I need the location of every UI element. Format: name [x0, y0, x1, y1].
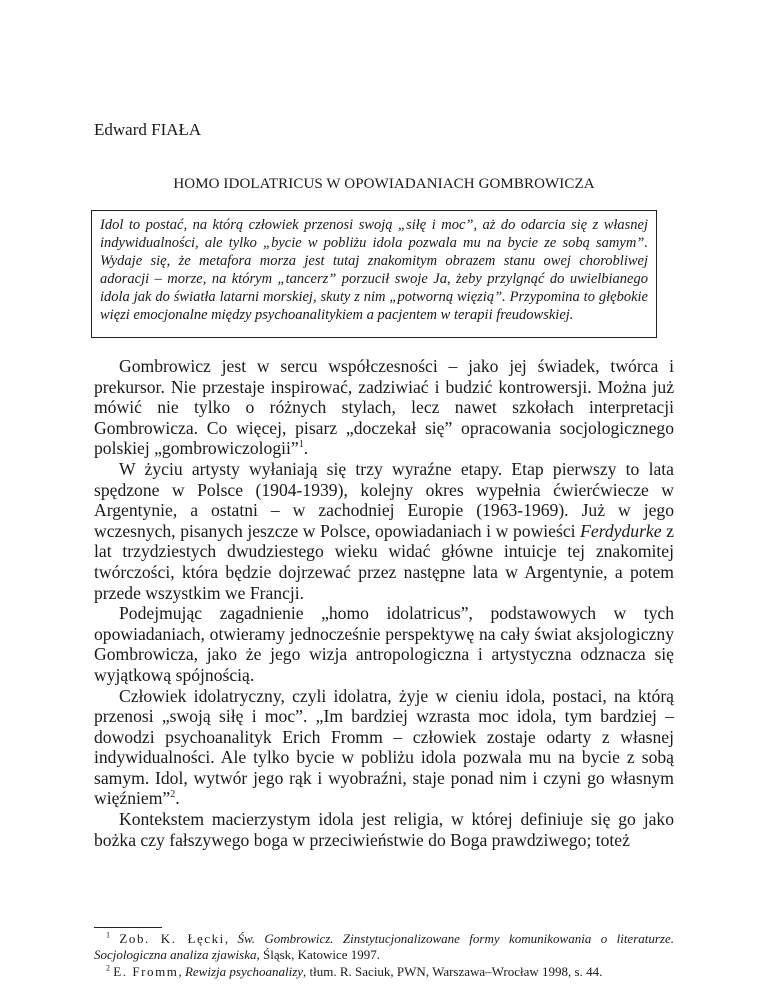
footnote-ref-2: 2	[170, 789, 176, 801]
paragraph-3: Podejmując zagadnienie „homo idolatricus”, podstawowych w tych opowiadaniach, otwieramy jednocześnie perspektywę na cały świat aksjologiczny Gombrowicza, jako że jego wizja antropologiczna i artystyczna odznacza się wyjątkową spójnością.	[94, 603, 674, 685]
work-title: Ferdydurke	[580, 520, 662, 541]
paragraph-5: Kontekstem macierzystym idola jest religia, w której definiuje się go jako bożka czy fałszywego boga w przeciwieństwie do Boga prawdziwego; toteż	[94, 809, 674, 850]
footnote-1: $^1$ Zob. K. Łęcki, Św. Gombrowicz. Zinstytucjonalizowane formy komunikowania o literaturze. Socjologiczna analiza zjawiska, Śląsk, Katowice 1997.	[94, 930, 675, 963]
paragraph-1: Gombrowicz jest w sercu współczesności – jako jej świadek, twórca i prekursor. Nie przestaje inspirować, zadziwiać i budzić kontrowersji. Można już mówić nie tylko o różnych stylach, lecz nawet szkołach interpretacji Gombrowicza. Co więcej, pisarz „doczekał się” opracowania socjologicznego polskiej „gombrowiczologii”$^1$.	[94, 356, 674, 459]
footnote-author: Zob. K. Łęcki	[119, 931, 225, 946]
article-body	[94, 356, 674, 850]
footnote-ref-1: 1	[298, 439, 304, 451]
footnote-divider	[94, 927, 162, 928]
footnote-2: $^2$ E. Fromm, Rewizja psychoanalizy, tłum. R. Saciuk, PWN, Warszawa–Wrocław 1998, s. 44.	[106, 963, 603, 979]
article-title: HOMO IDOLATRICUS W OPOWIADANIACH GOMBROWICZA	[173, 176, 595, 192]
paragraph-2: W życiu artysty wyłaniają się trzy wyraźne etapy. Etap pierwszy to lata spędzone w Polsce (1904-1939), kolejny okres wypełnia ćwierćwiecze w Argentynie, a ostatni – w zachodniej Europie (1963-1969). Już w jego wczesnych, pisanych jeszcze w Polsce, opowiadaniach i w powieści Ferdydurke z lat trzydziestych dwudziestego wieku widać główne intuicje tej znakomitej twórczości, która będzie dojrzewać przez następne lata w Argentynie, a potem przede wszystkim we Francji.	[94, 458, 674, 603]
footnotes	[94, 931, 674, 980]
abstract-box: Idol to postać, na którą człowiek przenosi swoją „siłę i moc”, aż do odarcia się z własnej indywidualności, ale tylko „bycie w pobliżu idola pozwala mu na bycie ze sobą samym”. Wydaje się, że metafora morza jest tutaj znakomitym obrazem stanu owej chorobliwej adoracji – morze, na którym „tancerz” porzucił swoje Ja, żeby przylgnąć do uwielbianego idola jak do światła latarni morskiej, skuty z nim „potworną więzią”. Przypomina to głębokie więzi emocjonalne między psychoanalitykiem a pacjentem w terapii freudowskiej.	[91, 210, 657, 338]
paragraph-4: Człowiek idolatryczny, czyli idolatra, żyje w cieniu idola, postaci, na którą przenosi „swoją siłę i moc”. „Im bardziej wzrasta moc idola, tym bardziej – dowodzi psychoanalityk Erich Fromm – człowiek zostaje odarty z własnej indywidualności. Ale tylko bycie w pobliżu idola pozwala mu na bycie z sobą samym. Idol, wytwór jego rąk i wyobraźni, staje ponad nim i czyni go własnym więźniem”$^2$.	[94, 685, 674, 809]
footnote-title: Rewizja psychoanalizy	[184, 963, 304, 979]
footnote-title: Św. Gombrowicz. Zinstytucjonalizowane formy komunikowania o literaturze. Socjologiczna analiza zjawiska	[94, 931, 675, 963]
author-name: Edward FIAŁA	[94, 120, 202, 139]
footnote-author: E. Fromm	[113, 963, 179, 979]
